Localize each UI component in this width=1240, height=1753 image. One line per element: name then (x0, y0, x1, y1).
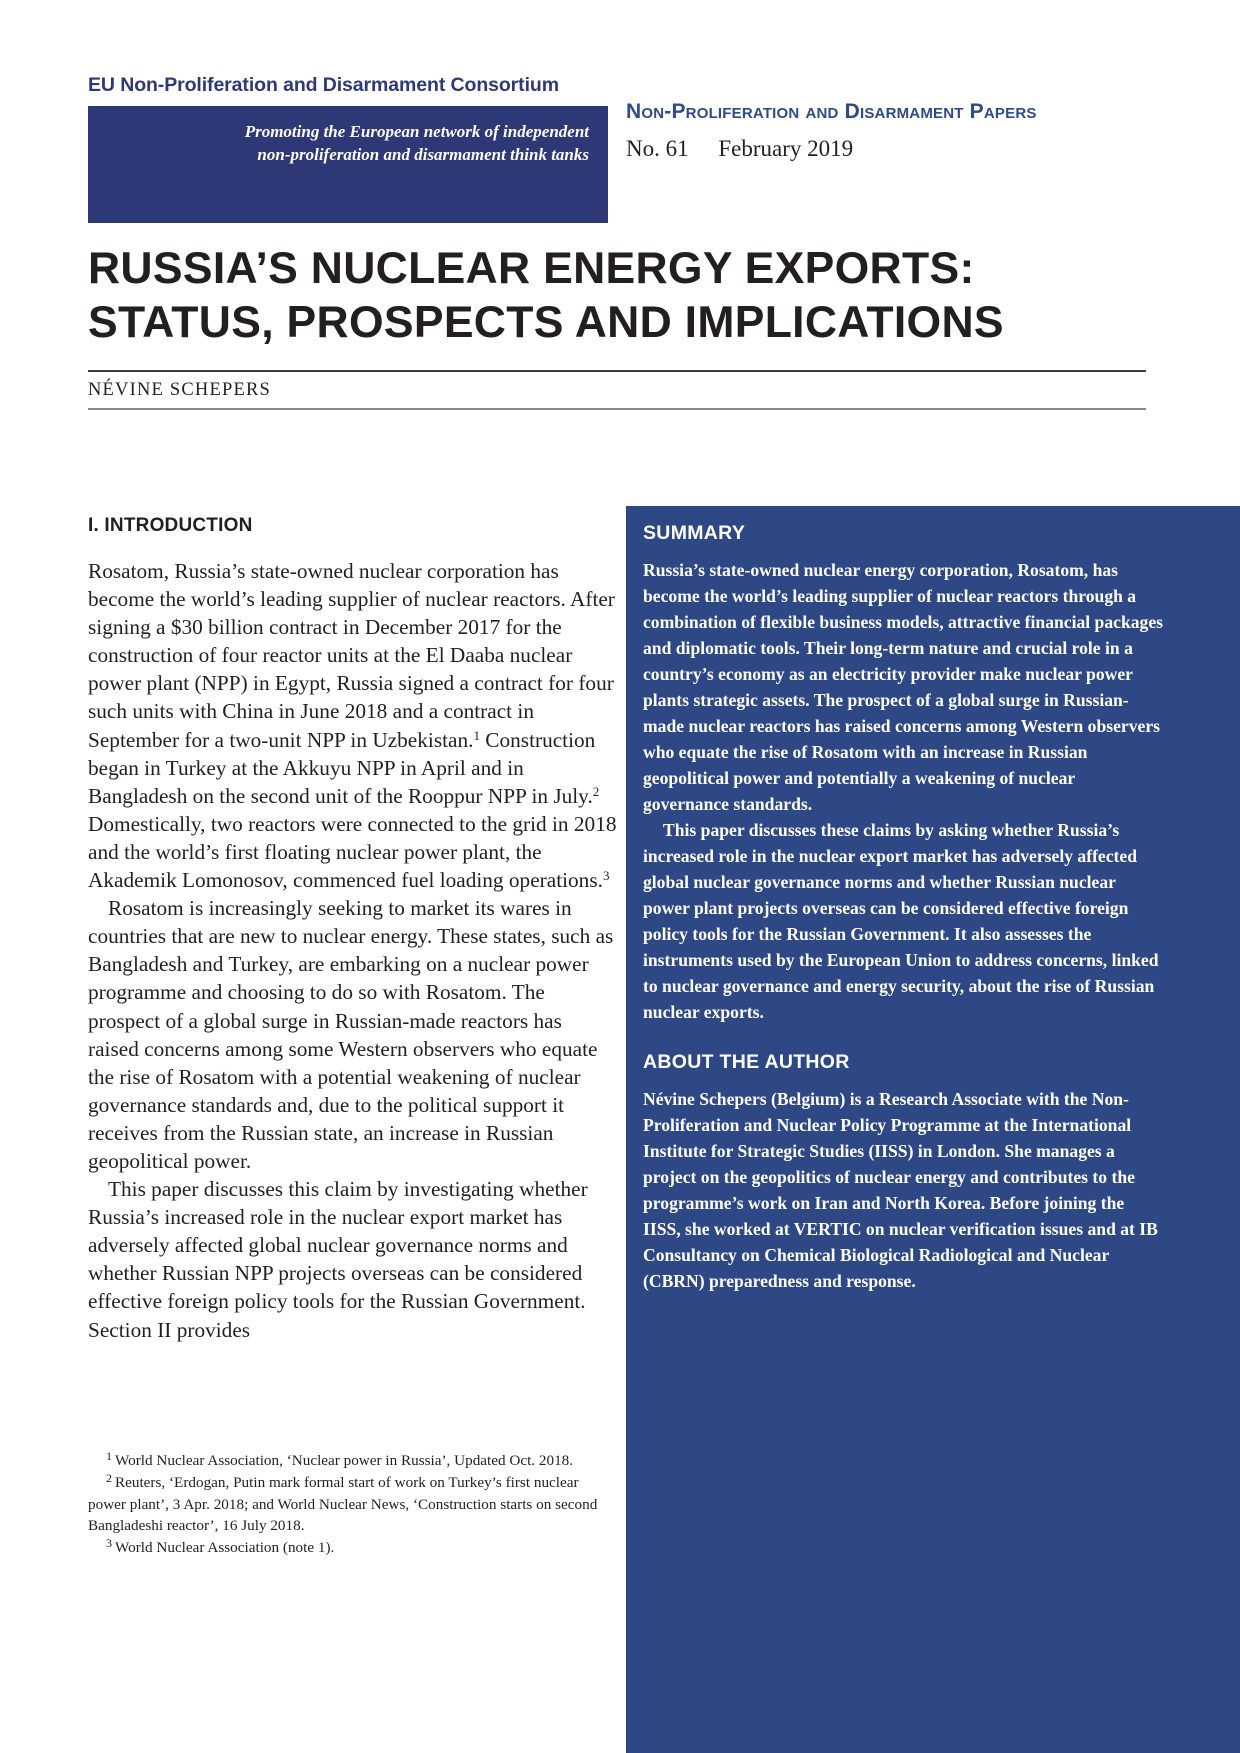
issue-date: February 2019 (718, 136, 854, 161)
paragraph-text: Domestically, two reactors were connected to the grid in 2018 and the world’s first floating nuclear power plant, the Akademik Lomonosov, commenced fuel loading operations. (88, 811, 617, 893)
intro-paragraph-3: This paper discusses this claim by investigating whether Russia’s increased role in the nuclear export market has adversely affected global nuclear governance norms and whether Russian NPP projects overseas can be considered effective foreign policy tools for the Russian Government. Section II provides (88, 1177, 588, 1342)
footnotes (88, 1450, 618, 1559)
paragraph-text: Rosatom, Russia’s state-owned nuclear corporation has become the world’s leading supplier of nuclear reactors. After signing a $30 billion contract in December 2017 for the construction of four reactor units at the El Daaba nuclear power plant (NPP) in Egypt, Russia signed a contract for four such units with China in June 2018 and a contract in September for a two-unit NPP in Uzbekistan. (88, 559, 615, 752)
footnote-number: 1 (106, 1449, 112, 1463)
footnote-number: 2 (106, 1470, 112, 1485)
paragraph-text: Construction began in Turkey at the Akkuyu NPP in April and in Bangladesh on the second unit of the Rooppur NPP in July. (88, 727, 596, 808)
footnote-number: 3 (106, 1536, 112, 1551)
footnote-ref-3[interactable]: 3 (602, 868, 610, 884)
introduction-heading: I. INTRODUCTION (88, 515, 253, 536)
footnote-text: Reuters, ‘Erdogan, Putin mark formal start of work on Turkey’s first nuclear power plant’, 3 Apr. 2018; and World Nuclear News, ‘Construction starts on second Bangladeshi reactor’, 16 July 2018. (88, 1473, 598, 1535)
title-line-2: STATUS, PROSPECTS AND IMPLICATIONS (88, 298, 1004, 347)
tagline-line-2: non-proliferation and disarmament think tanks (257, 145, 589, 164)
series-meta (626, 136, 853, 162)
divider-top (88, 370, 1146, 372)
footnote-ref-1[interactable]: 1 (473, 727, 480, 743)
summary-paragraph-1: Russia’s state-owned nuclear energy corporation, Rosatom, has become the world’s leading supplier of nuclear reactors through a combination of flexible business models, attractive financial packages and diplomatic tools. Their long-term nature and crucial role in a country’s economy as an electricity provider make nuclear power plants strategic assets. The prospect of a global surge in Russian-made nuclear reactors has raised concerns among Western observers who equate the rise of Rosatom with an increase in Russian geopolitical power and potentially a weakening of nuclear governance standards. (643, 560, 1163, 814)
series-title: Non-Proliferation and Disarmament Papers (626, 100, 1037, 123)
footnote-2 (88, 1472, 618, 1537)
summary-panel (626, 506, 1240, 1753)
footnote-ref-2[interactable]: 2 (592, 783, 600, 799)
author-byline: NÉVINE SCHEPERS (88, 380, 271, 400)
summary-heading: SUMMARY (643, 522, 746, 544)
divider-bottom (88, 408, 1146, 410)
footnote-text: World Nuclear Association (note 1). (115, 1539, 335, 1557)
about-author-paragraph: Névine Schepers (Belgium) is a Research Associate with the Non-Proliferation and Nuclear Policy Programme at the International Institute for Strategic Studies (IISS) in London. She manages a project on the geopolitics of nuclear energy and contributes to the programme’s work on Iran and North Korea. Before joining the IISS, she worked at VERTIC on nuclear verification issues and at IB Consultancy on Chemical Biological Radiological and Nuclear (CBRN) preparedness and response. (643, 1089, 1158, 1291)
about-author-heading: ABOUT THE AUTHOR (643, 1051, 850, 1073)
intro-paragraph-2: Rosatom is increasingly seeking to market its wares in countries that are new to nuclear energy. These states, such as Bangladesh and Turkey, are embarking on a nuclear power programme and choosing to do so with Rosatom. The prospect of a global surge in Russian-made reactors has raised concerns among some Western observers who equate the rise of Rosatom with a potential weakening of nuclear governance standards and, due to the political support it receives from the Russian state, an increase in Russian geopolitical power. (88, 896, 614, 1173)
footnote-text: World Nuclear Association, ‘Nuclear power in Russia’, Updated Oct. 2018. (115, 1452, 574, 1469)
consortium-banner (88, 106, 608, 223)
summary-body (643, 557, 1163, 1025)
introduction-column (88, 515, 618, 1344)
consortium-name: EU Non-Proliferation and Disarmament Consortium (88, 74, 559, 96)
footnote-1 (88, 1450, 618, 1472)
intro-paragraph-1 (88, 557, 618, 894)
document-title (88, 242, 1004, 350)
about-author-body (643, 1086, 1163, 1294)
consortium-tagline (245, 120, 589, 166)
issue-number: No. 61 (626, 136, 689, 161)
footnote-3 (88, 1537, 618, 1559)
title-line-1: RUSSIA’S NUCLEAR ENERGY EXPORTS: (88, 244, 975, 293)
summary-paragraph-2: This paper discusses these claims by asking whether Russia’s increased role in the nuclear export market has adversely affected global nuclear governance norms and whether Russian nuclear power plant projects overseas can be considered effective foreign policy tools for the Russian Government. It also assesses the instruments used by the European Union to address concerns, linked to nuclear governance and energy security, about the rise of Russian nuclear exports. (643, 820, 1159, 1022)
tagline-line-1: Promoting the European network of independent (244, 122, 589, 141)
introduction-body (88, 557, 618, 1344)
